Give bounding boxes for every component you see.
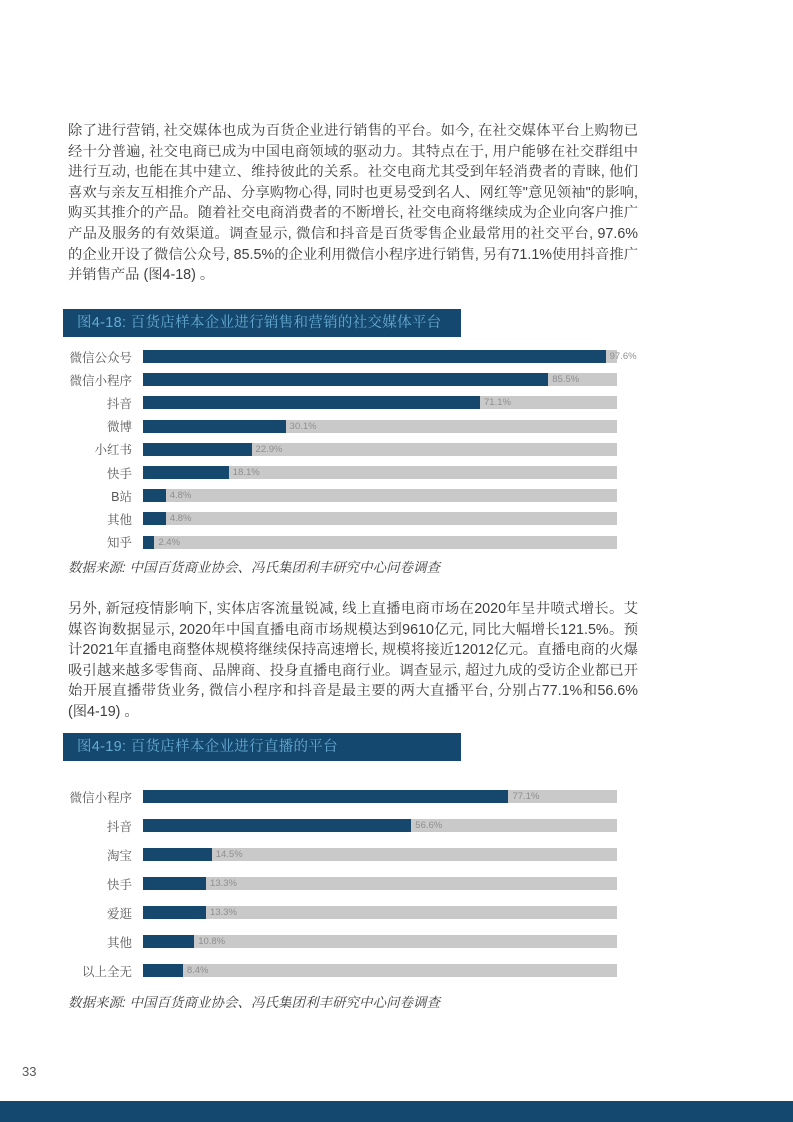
bar: [143, 877, 206, 890]
bar-track: [143, 877, 617, 890]
body-paragraph-social-commerce: 除了进行营销, 社交媒体也成为百货企业进行销售的平台。如今, 在社交媒体平台上购物已经十分普遍, 社交电商已成为中国电商领域的驱动力。其特点在于, 用户能够在社交群组中进行互动, 也能在其中建立、维持彼此的关系。社交电商尤其受到年轻消费者的青睐, 他们喜欢与亲友互相推介产品、分享购物心得, 同时也更易受到名人、网红等"意见领袖"的影响, 购买其推介的产品。随着社交电商消费者的不断增长, 社交电商将继续成为企业向客户推广产品及服务的有效渠道。调查显示, 微信和抖音是百货零售企业最常用的社交平台, 97.6%的企业开设了微信公众号, 85.5%的企业利用微信小程序进行销售, 另有71.1%使用抖音推广并销售产品 (图4-18) 。: [68, 123, 638, 284]
chart-row: [68, 415, 617, 438]
bar: [143, 536, 154, 549]
value-label: 22.9%: [255, 443, 283, 455]
bar-track: [143, 443, 617, 456]
value-label: 8.4%: [186, 965, 209, 976]
chart-row: [68, 368, 617, 391]
chart-row: [68, 391, 617, 414]
value-label: 71.1%: [484, 397, 511, 409]
category-label: 快手: [106, 466, 132, 481]
category-label: 小红书: [94, 443, 132, 458]
bar: [143, 350, 606, 363]
category-label: 淘宝: [106, 848, 132, 863]
chart-row: [68, 869, 617, 898]
chart-row: [68, 484, 617, 507]
chart-row: [68, 956, 617, 985]
bar: [143, 964, 183, 977]
value-label: 56.6%: [415, 820, 443, 831]
value-label: 18.1%: [232, 467, 260, 479]
bar: [143, 373, 548, 386]
bar: [143, 443, 252, 456]
chart-row: [68, 840, 617, 869]
category-label: 微信公众号: [69, 350, 132, 365]
value-label: 77.1%: [512, 791, 540, 802]
value-label: 4.8%: [169, 490, 192, 502]
chart-row: [68, 782, 617, 811]
bar: [143, 790, 508, 803]
value-label: 14.5%: [215, 849, 243, 860]
bar-track: [143, 848, 617, 861]
bar-track: [143, 466, 617, 479]
chart-row: [68, 461, 617, 484]
category-label: 其他: [106, 935, 132, 950]
value-label: 2.4%: [158, 536, 181, 548]
data-source-note: 数据来源: 中国百货商业协会、冯氏集团利丰研究中心问卷调查: [68, 560, 441, 575]
bar-track: [143, 935, 617, 948]
value-label: 97.6%: [609, 351, 637, 363]
value-label: 85.5%: [552, 374, 580, 386]
bar-track: [143, 819, 617, 832]
category-label: 知乎: [106, 536, 132, 551]
category-label: 微博: [106, 420, 132, 435]
bar-track: [143, 790, 617, 803]
bar-track: [143, 906, 617, 919]
chart-row: [68, 811, 617, 840]
chart-row: [68, 531, 617, 554]
page-number: 33: [22, 1064, 37, 1079]
bar: [143, 466, 229, 479]
figure-4-18-title-banner: 图4-18: 百货店样本企业进行销售和营销的社交媒体平台: [63, 309, 461, 337]
value-label: 4.8%: [169, 513, 192, 525]
category-label: 快手: [106, 877, 132, 892]
body-paragraph-livestream-commerce: 另外, 新冠疫情影响下, 实体店客流量锐减, 线上直播电商市场在2020年呈井喷式增长。艾媒咨询数据显示, 2020年中国直播电商市场规模达到9610亿元, 同比大幅增长121.5%。预计2021年直播电商整体规模将继续保持高速增长, 规模将接近12012亿元。直播电商的火爆吸引越来越多零售商、品牌商、投身直播电商行业。调查显示, 超过九成的受访企业都已开始开展直播带货业务, 微信小程序和抖音是最主要的两大直播平台, 分别占77.1%和56.6% (图4-19) 。: [68, 601, 638, 720]
category-label: 爱逛: [106, 906, 132, 921]
bar-track: [143, 964, 617, 977]
value-label: 13.3%: [210, 907, 237, 918]
category-label: 微信小程序: [69, 373, 132, 388]
bar: [143, 420, 286, 433]
chart-row: [68, 898, 617, 927]
category-label: 其他: [106, 512, 132, 527]
footer-accent-bar: [0, 1101, 793, 1122]
value-label: 13.3%: [210, 878, 237, 889]
bar: [143, 489, 166, 502]
bar-track: [143, 396, 617, 409]
figure-4-19-bar-chart: [68, 782, 617, 985]
bar-track: [143, 489, 617, 502]
bar: [143, 935, 194, 948]
bar-track: [143, 420, 617, 433]
chart-row: [68, 438, 617, 461]
chart-row: [68, 927, 617, 956]
figure-4-18-bar-chart: [68, 345, 637, 554]
category-label: 微信小程序: [69, 790, 132, 805]
chart-row: [68, 507, 617, 530]
bar-track: [143, 350, 637, 363]
bar: [143, 396, 480, 409]
bar: [143, 512, 166, 525]
bar-track: [143, 536, 617, 549]
chart-row: [68, 345, 637, 368]
data-source-note: 数据来源: 中国百货商业协会、冯氏集团利丰研究中心问卷调查: [68, 995, 441, 1010]
bar: [143, 819, 411, 832]
value-label: 10.8%: [198, 936, 226, 947]
bar-track: [143, 373, 617, 386]
category-label: 抖音: [106, 819, 132, 834]
category-label: 抖音: [106, 396, 132, 411]
bar: [143, 848, 212, 861]
value-label: 30.1%: [289, 420, 317, 432]
category-label: 以上全无: [81, 964, 132, 979]
bar: [143, 906, 206, 919]
figure-4-19-title-banner: 图4-19: 百货店样本企业进行直播的平台: [63, 733, 461, 761]
bar-track: [143, 512, 617, 525]
category-label: B站: [111, 489, 132, 504]
